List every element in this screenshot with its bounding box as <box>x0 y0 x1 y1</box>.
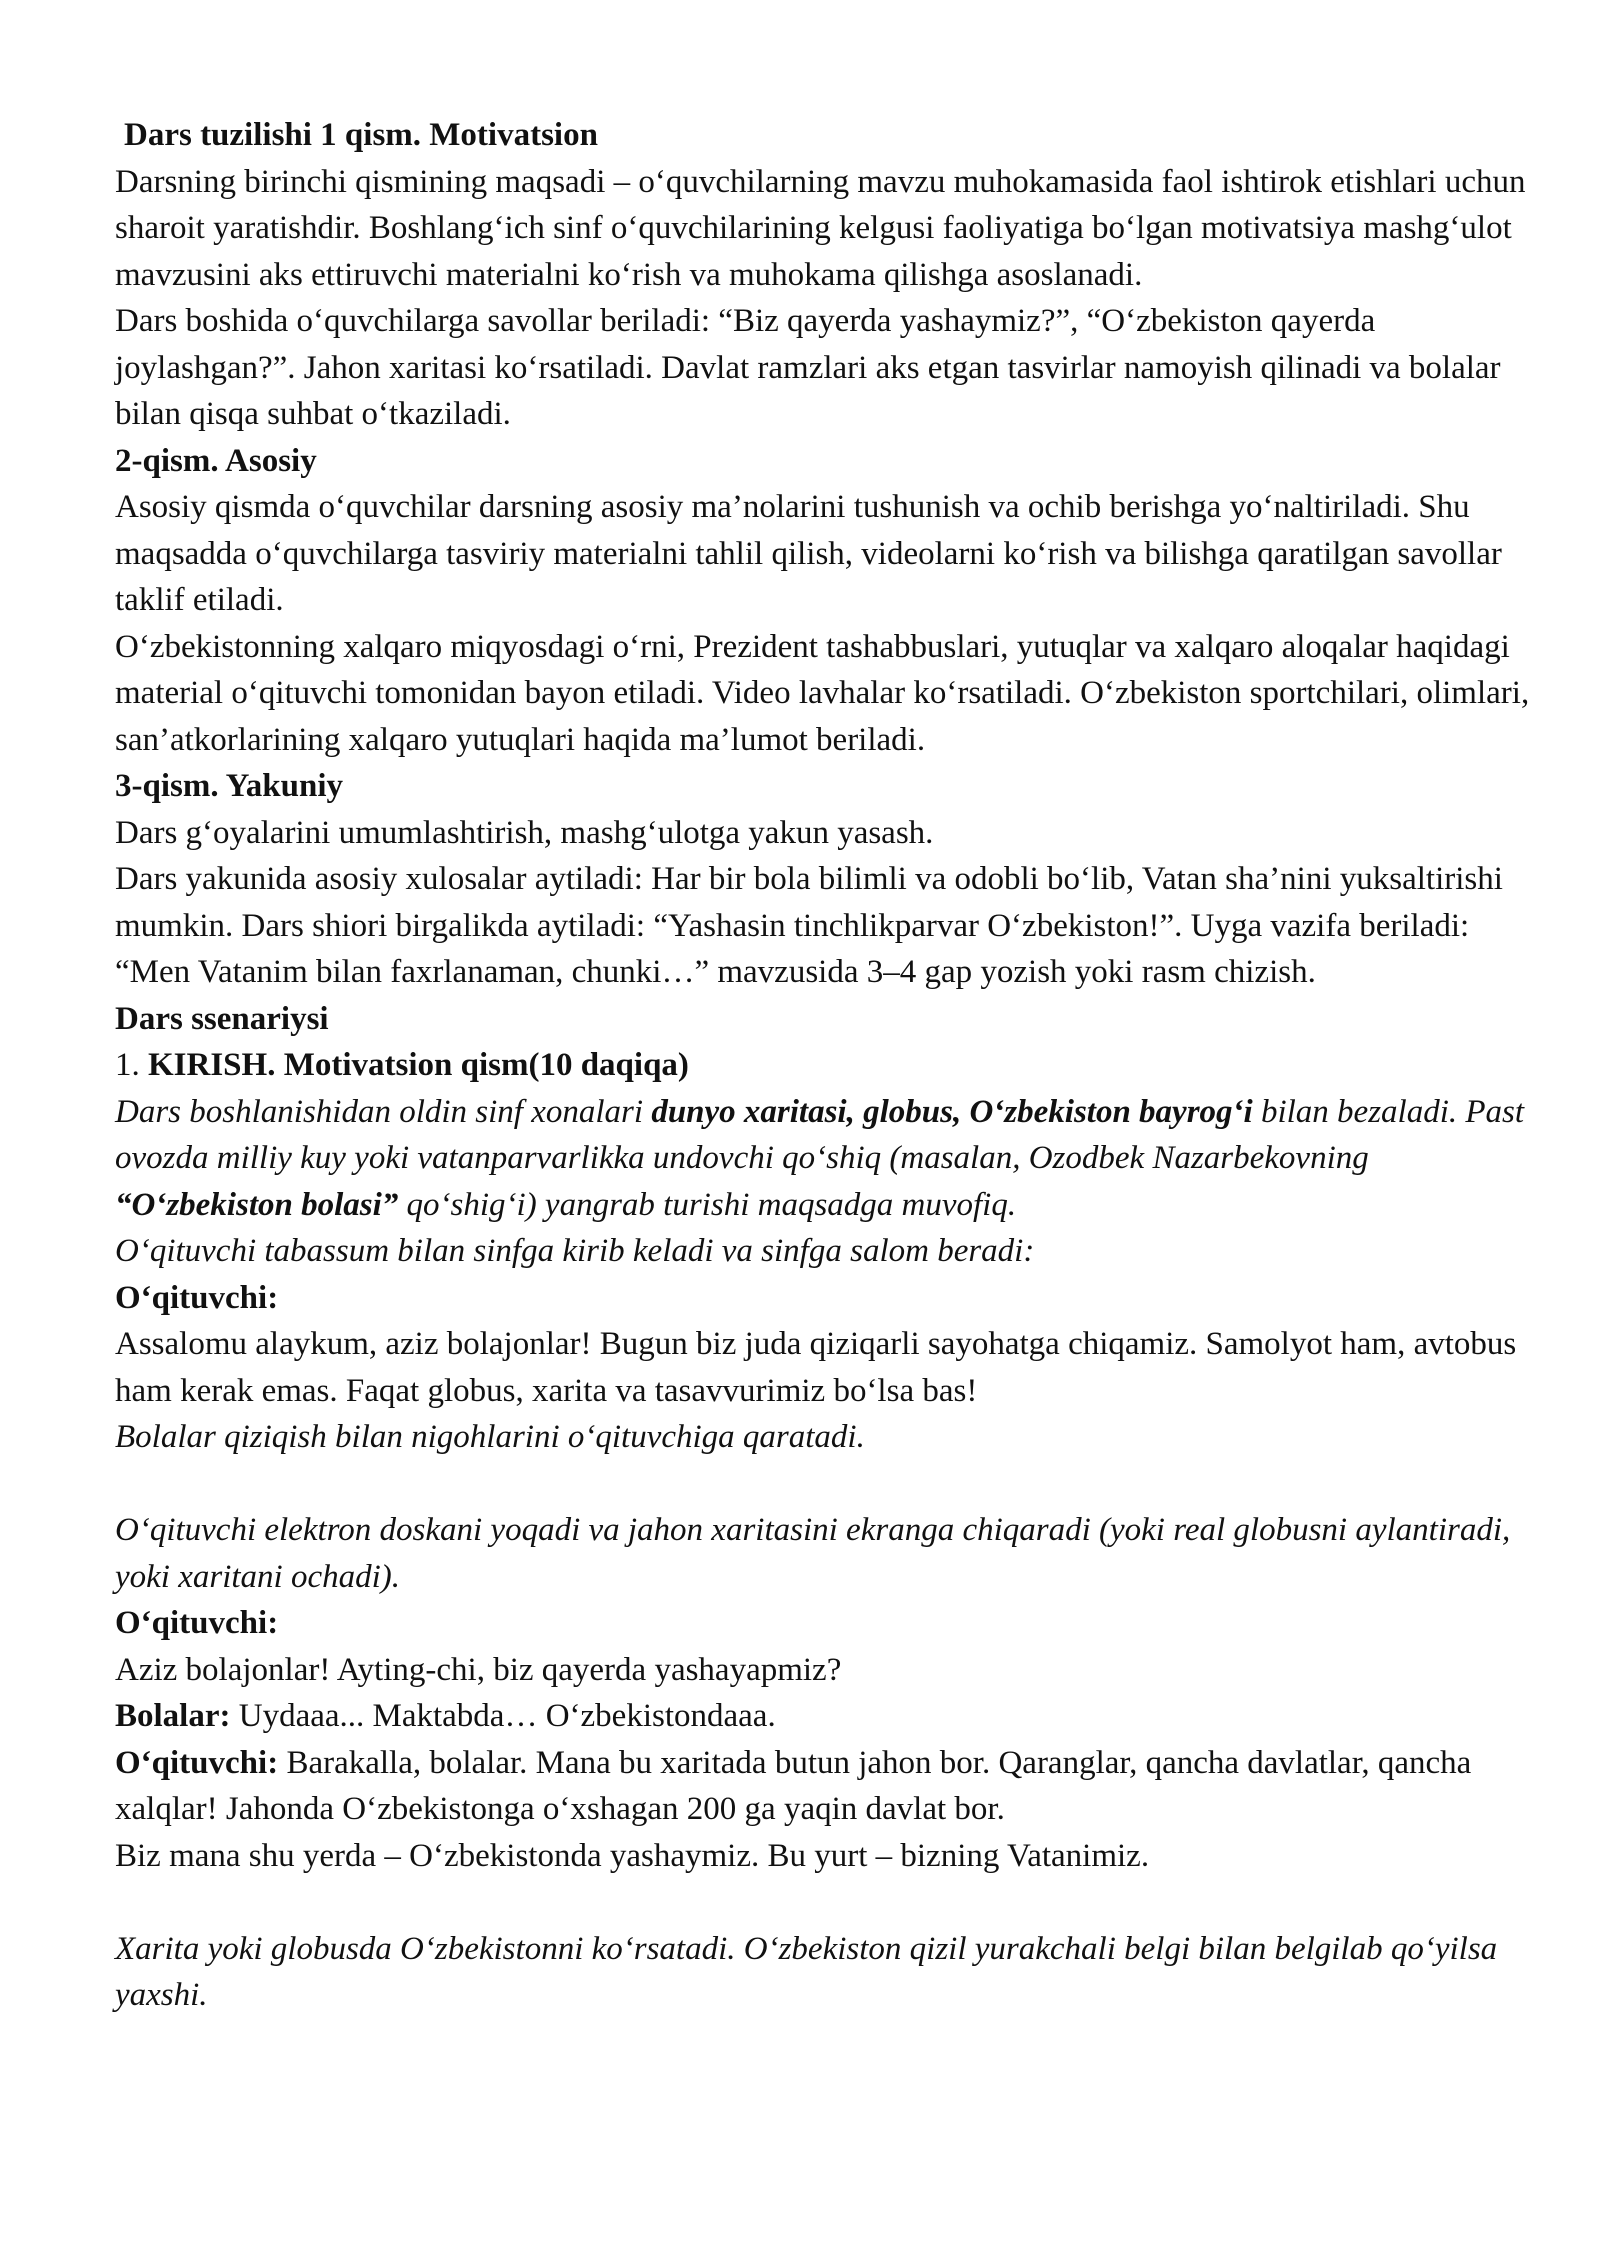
teacher-line-2: Aziz bolajonlar! Ayting-chi, biz qayerda yashayapmiz? <box>115 1651 842 1688</box>
part1-paragraph-2: Dars boshida o‘quvchilarga savollar beriladi: “Biz qayerda yashaymiz?”, “O‘zbekiston qayerda joylashgan?”. Jahon xaritasi ko‘rsatiladi. Davlat ramzlari aks etgan tasvirlar namoyish qilinadi va bolalar bilan qisqa suhbat o‘tkaziladi. <box>115 303 1501 432</box>
teacher-line-3: Barakalla, bolalar. Mana bu xaritada butun jahon bor. Qaranglar, qancha davlatlar, qancha xalqlar! Jahonda O‘zbekistonga o‘xshagan 200 ga yaqin davlat bor. <box>115 1744 1472 1827</box>
teacher-line-4: Biz mana shu yerda – O‘zbekistonda yashaymiz. Bu yurt – bizning Vatanimiz. <box>115 1837 1150 1874</box>
part3-heading: 3-qism. Yakuniy <box>115 768 344 804</box>
intro-text-2: bilan bezaladi. Past ovozda milliy kuy yoki vatanparvarlikka undovchi qo‘shiq (masalan, Ozodbek Nazarbekovning <box>115 1093 1525 1176</box>
part2-paragraph-1: Asosiy qismda o‘quvchilar darsning asosiy ma’nolarini tushunish va ochib berishga yo‘naltiriladi. Shu maqsadda o‘quvchilarga tasviriy materialni tahlil qilish, videolarni ko‘rish va bilishga qaratilgan savollar taklif etiladi. <box>115 489 1502 618</box>
blank-line <box>115 1879 1530 1926</box>
stage-direction-2: Bolalar qiziqish bilan nigohlarini o‘qituvchiga qaratadi. <box>115 1419 865 1455</box>
part2-heading: 2-qism. Asosiy <box>115 442 317 479</box>
section-title: KIRISH. Motivatsion qism(10 daqiqa) <box>148 1047 689 1083</box>
intro-text-3: qo‘shig‘i) yangrab turishi maqsadga muvofiq. <box>398 1186 1017 1223</box>
intro-bold-2: “O‘zbekiston bolasi” <box>115 1186 399 1223</box>
kids-reply <box>115 1693 1530 1740</box>
stage-direction-3: O‘qituvchi elektron doskani yoqadi va jahon xaritasini ekranga chiqaradi (yoki real globusni aylantiradi, yoki xaritani ochadi). <box>115 1512 1511 1595</box>
scenario-intro <box>115 1089 1530 1229</box>
stage-direction-1: O‘qituvchi tabassum bilan sinfga kirib keladi va sinfga salom beradi: <box>115 1233 1035 1269</box>
stage-direction-4: Xarita yoki globusda O‘zbekistonni ko‘rsatadi. O‘zbekiston qizil yurakchali belgi bilan belgilab qo‘yilsa yaxshi. <box>115 1930 1498 2013</box>
part1-heading: Dars tuzilishi 1 qism. Motivatsion <box>124 117 598 153</box>
intro-bold-1: dunyo xaritasi, globus, O‘zbekiston bayrog‘i <box>651 1093 1253 1130</box>
intro-text-1: Dars boshlanishidan oldin sinf xonalari <box>115 1093 652 1130</box>
part3-paragraph-2: Dars yakunida asosiy xulosalar aytiladi: Har bir bola bilimli va odobli bo‘lib, Vatan sha’nini yuksaltirishi mumkin. Dars shiori birgalikda aytiladi: “Yashasin tinchlikparvar O‘zbekiston!”. Uyga vazifa beriladi: “Men Vatanim bilan faxrlanaman, chunki…” mavzusida 3–4 gap yozish yoki rasm chizish. <box>115 861 1503 990</box>
scenario-heading: Dars ssenariysi <box>115 1000 329 1037</box>
scenario-section-heading <box>115 1042 1530 1089</box>
part2-paragraph-2: O‘zbekistonning xalqaro miqyosdagi o‘rni, Prezident tashabbuslari, yutuqlar va xalqaro aloqalar haqidagi material o‘qituvchi tomonidan bayon etiladi. Video lavhalar ko‘rsatiladi. O‘zbekiston sportchilari, olimlari, san’atkorlarining xalqaro yutuqlari haqida ma’lumot beriladi. <box>115 628 1530 758</box>
teacher-label: O‘qituvchi: <box>115 1605 279 1641</box>
part1-paragraph-1: Darsning birinchi qismining maqsadi – o‘quvchilarning mavzu muhokamasida faol ishtirok etishlari uchun sharoit yaratishdir. Boshlang‘ich sinf o‘quvchilarining kelgusi faoliyatiga bo‘lgan motivatsiya mashg‘ulot mavzusini aks ettiruvchi materialni ko‘rish va muhokama qilishga asoslanadi. <box>115 163 1526 293</box>
blank-line <box>115 1461 1530 1508</box>
teacher-label: O‘qituvchi: <box>115 1744 279 1781</box>
teacher-line-1: Assalomu alaykum, aziz bolajonlar! Bugun biz juda qiziqarli sayohatga chiqamiz. Samolyot ham, avtobus ham kerak emas. Faqat globus, xarita va tasavvurimiz bo‘lsa bas! <box>115 1326 1517 1409</box>
kids-line: Uydaaa... Maktabda… O‘zbekistondaaa. <box>230 1698 776 1734</box>
section-number: 1. <box>115 1047 148 1083</box>
teacher-reply <box>115 1740 1530 1833</box>
part3-paragraph-1: Dars g‘oyalarini umumlashtirish, mashg‘ulotga yakun yasash. <box>115 814 934 851</box>
teacher-label: O‘qituvchi: <box>115 1279 279 1316</box>
kids-label: Bolalar: <box>115 1698 231 1734</box>
